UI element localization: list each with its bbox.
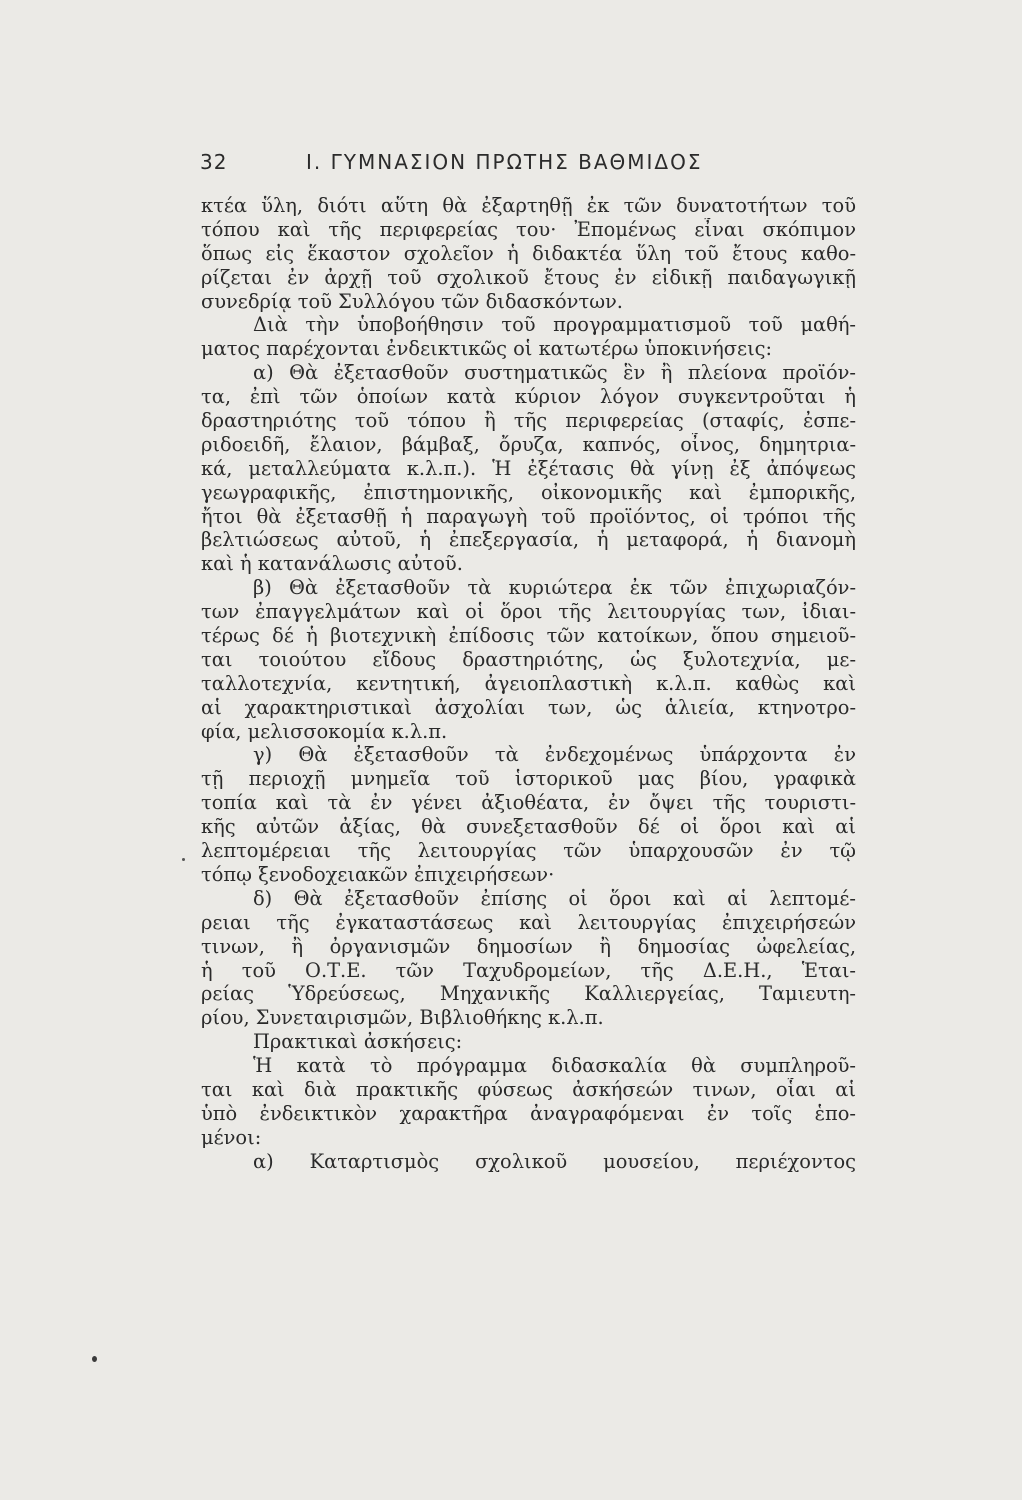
text-line: ρίου, Συνεταιρισμῶν, Βιβλιοθήκης κ.λ.π. bbox=[201, 1006, 604, 1030]
text-line: καὶ ἡ κατανάλωσις αὐτοῦ. bbox=[201, 552, 463, 576]
section-heading: Πρακτικαὶ ἀσκήσεις: bbox=[253, 1030, 463, 1054]
text-line: κῆς αὐτῶν ἀξίας, θὰ συνεξετασθοῦν δέ οἱ ὅροι καὶ αἱ bbox=[201, 815, 856, 839]
text-line: Διὰ τὴν ὑποβοήθησιν τοῦ προγραμματισμοῦ τοῦ μαθή- bbox=[253, 313, 856, 337]
text-line: κτέα ὕλη, διότι αὕτη θὰ ἐξαρτηθῇ ἐκ τῶν δυνατοτήτων τοῦ bbox=[201, 194, 856, 217]
text-line: τέρως δέ ἡ βιοτεχνικὴ ἐπίδοσις τῶν κατοίκων, ὅπου σημειοῦ- bbox=[201, 624, 856, 648]
text-line: μένοι: bbox=[201, 1125, 262, 1149]
text-line: ἤτοι θὰ ἐξετασθῇ ἡ παραγωγὴ τοῦ προϊόντος, οἱ τρόποι τῆς bbox=[201, 504, 856, 528]
print-speck bbox=[182, 858, 185, 861]
text-line: δραστηριότης τοῦ τόπου ἢ τῆς περιφερείας (σταφίς, ἐσπε- bbox=[201, 409, 856, 433]
text-line: συνεδρίᾳ τοῦ Συλλόγου τῶν διδασκόντων. bbox=[201, 289, 623, 313]
text-line: ρειαι τῆς ἐγκαταστάσεως καὶ λειτουργίας ἐπιχειρήσεών bbox=[201, 910, 856, 934]
text-line: ὅπως εἰς ἕκαστον σχολεῖον ἡ διδακτέα ὕλη τοῦ ἔτους καθο- bbox=[201, 241, 856, 265]
text-line: ὑπὸ ἐνδεικτικὸν χαρακτῆρα ἀναγραφόμεναι ἐν τοῖς ἑπο- bbox=[201, 1101, 856, 1125]
text-line: λεπτομέρειαι τῆς λειτουργίας τῶν ὑπαρχουσῶν ἐν τῷ bbox=[201, 839, 856, 863]
text-line: τόπῳ ξενοδοχειακῶν ἐπιχειρήσεων· bbox=[201, 862, 555, 886]
text-line: τοπία καὶ τὰ ἐν γένει ἀξιοθέατα, ἐν ὄψει τῆς τουριστι- bbox=[201, 791, 856, 815]
text-line: αἱ χαρακτηριστικαὶ ἀσχολίαι των, ὡς ἁλιεία, κτηνοτρο- bbox=[201, 695, 856, 719]
text-line: γεωγραφικῆς, ἐπιστημονικῆς, οἰκονομικῆς καὶ ἐμπορικῆς, bbox=[201, 480, 856, 504]
text-line: ἡ τοῦ Ο.Τ.Ε. τῶν Ταχυδρομείων, τῆς Δ.Ε.Η., Ἑται- bbox=[201, 958, 856, 982]
page-header bbox=[200, 150, 860, 180]
body-text bbox=[201, 194, 856, 1174]
text-line: των ἐπαγγελμάτων καὶ οἱ ὅροι τῆς λειτουργίας των, ἰδιαι- bbox=[201, 600, 856, 624]
text-line: β) Θὰ ἐξετασθοῦν τὰ κυριώτερα ἐκ τῶν ἐπιχωριαζόν- bbox=[253, 576, 856, 600]
text-line: ται καὶ διὰ πρακτικῆς φύσεως ἀσκήσεών τινων, οἷαι αἱ bbox=[201, 1077, 856, 1101]
text-line: δ) Θὰ ἐξετασθοῦν ἐπίσης οἱ ὅροι καὶ αἱ λεπτομέ- bbox=[253, 886, 856, 910]
text-line: Ἡ κατὰ τὸ πρόγραμμα διδασκαλία θὰ συμπληροῦ- bbox=[253, 1054, 856, 1078]
text-line: ρίζεται ἐν ἀρχῇ τοῦ σχολικοῦ ἔτους ἐν εἰδικῇ παιδαγωγικῇ bbox=[201, 265, 856, 289]
text-line: βελτιώσεως αὐτοῦ, ἡ ἐπεξεργασία, ἡ μεταφορά, ἡ διανομὴ bbox=[201, 528, 856, 552]
running-head: Ι. ΓΥΜΝΑΣΙΟΝ ΠΡΩΤΗΣ ΒΑΘΜΙΔΟΣ bbox=[306, 150, 703, 174]
text-line: τόπου καὶ τῆς περιφερείας του· Ἐπομένως εἶναι σκόπιμον bbox=[201, 217, 856, 241]
text-line: ρείας Ὑδρεύσεως, Μηχανικῆς Καλλιεργείας, Ταμιευτη- bbox=[201, 982, 856, 1006]
text-line: τα, ἐπὶ τῶν ὁποίων κατὰ κύριον λόγον συγκεντροῦται ἡ bbox=[201, 385, 856, 409]
text-line: γ) Θὰ ἐξετασθοῦν τὰ ἐνδεχομένως ὑπάρχοντα ἐν bbox=[253, 743, 856, 767]
text-line: τῇ περιοχῇ μνημεῖα τοῦ ἱστορικοῦ μας βίου, γραφικὰ bbox=[201, 767, 856, 791]
text-line: ματος παρέχονται ἐνδεικτικῶς οἱ κατωτέρω ὑποκινήσεις: bbox=[201, 337, 773, 361]
text-line: α) Καταρτισμὸς σχολικοῦ μουσείου, περιέχοντος bbox=[253, 1149, 856, 1173]
text-line: ταλλοτεχνία, κεντητική, ἀγειοπλαστικὴ κ.λ.π. καθὼς καὶ bbox=[201, 671, 856, 695]
text-line: ται τοιούτου εἴδους δραστηριότης, ὡς ξυλοτεχνία, με- bbox=[201, 647, 856, 671]
text-line: φία, μελισσοκομία κ.λ.π. bbox=[201, 719, 448, 743]
text-line: ριδοειδῆ, ἔλαιον, βάμβαξ, ὄρυζα, καπνός, οἶνος, δημητρια- bbox=[201, 432, 856, 456]
ink-spot bbox=[92, 1356, 97, 1362]
page-number: 32 bbox=[200, 150, 228, 174]
text-line: κά, μεταλλεύματα κ.λ.π.). Ἡ ἐξέτασις θὰ γίνῃ ἐξ ἀπόψεως bbox=[201, 456, 856, 480]
text-line: τινων, ἢ ὀργανισμῶν δημοσίων ἢ δημοσίας ὠφελείας, bbox=[201, 934, 856, 958]
text-line: α) Θὰ ἐξετασθοῦν συστηματικῶς ἓν ἢ πλείονα προϊόν- bbox=[253, 361, 856, 385]
